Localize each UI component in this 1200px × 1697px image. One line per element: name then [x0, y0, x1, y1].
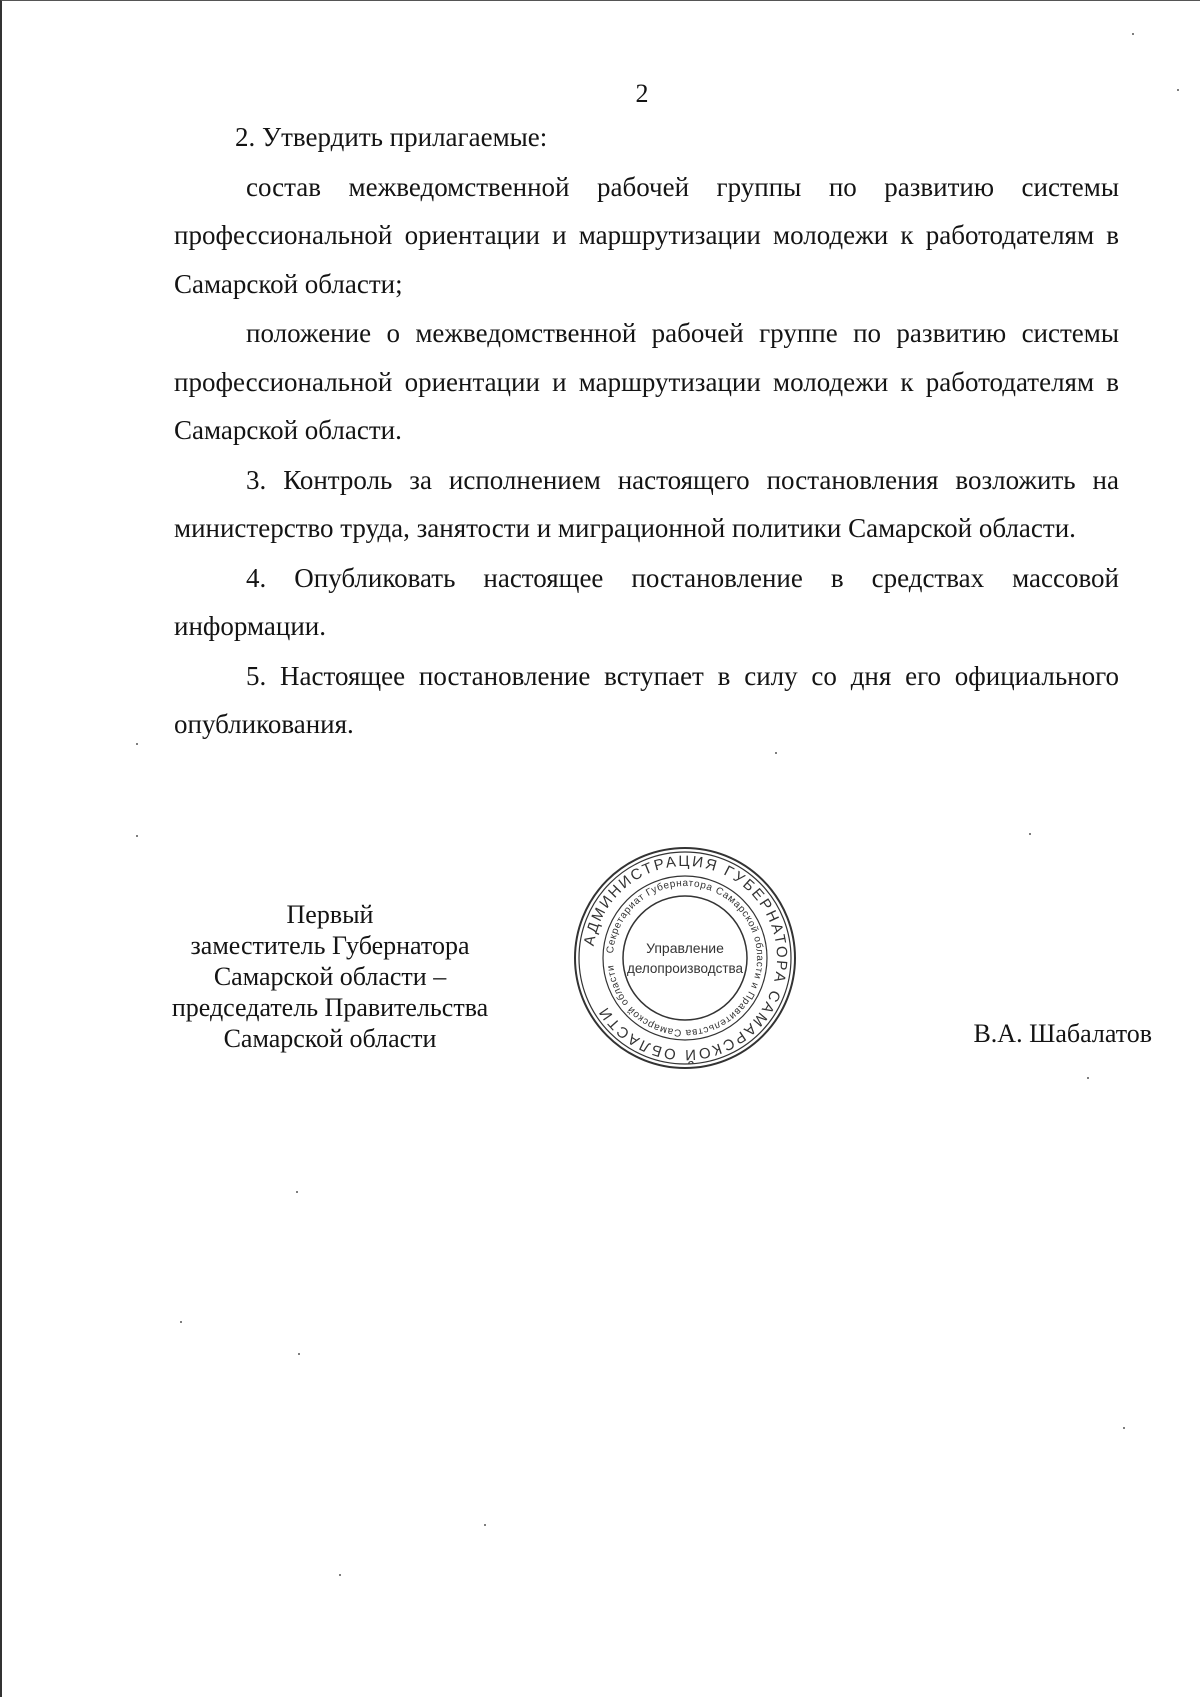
seal-center-line-1: Управление	[646, 940, 724, 956]
paragraph-item-2: 2. Утвердить прилагаемые:	[235, 122, 548, 152]
scan-speck	[1087, 1077, 1089, 1079]
signatory-position-line: Первый	[286, 900, 374, 929]
scan-speck	[1029, 833, 1031, 835]
scan-speck	[1132, 33, 1134, 35]
scan-speck	[484, 1524, 486, 1526]
signatory-position	[150, 899, 510, 1054]
scan-speck	[339, 1574, 341, 1576]
scan-speck	[775, 752, 777, 754]
signatory-name: В.А. Шабалатов	[973, 1019, 1152, 1048]
signatory-position-line: председатель Правительства	[171, 993, 489, 1022]
paragraph-composition: состав межведомственной рабочей группы по развитию системы профессиональной ориентации и маршрутизации молодежи к работодателям в Самарской области;	[174, 171, 1119, 299]
scan-speck	[296, 1191, 298, 1193]
seal-center-line-2: делопроизводства	[626, 961, 744, 976]
signatory-position-line: заместитель Губернатора	[190, 931, 470, 960]
paragraph-item-3: 3. Контроль за исполнением настоящего постановления возложить на министерство труда, занятости и миграционной политики Самарской области.	[174, 464, 1119, 543]
signatory-position-line: Самарской области	[223, 1024, 437, 1053]
scan-speck	[136, 835, 138, 837]
signatory-position-line: Самарской области –	[213, 962, 447, 991]
scan-speck	[298, 1353, 300, 1355]
seal-middle-ring	[603, 876, 767, 1040]
document-body	[174, 113, 1119, 749]
official-seal-stamp	[570, 843, 800, 1073]
scan-speck	[1177, 89, 1179, 91]
page-number: 2	[635, 79, 649, 108]
seal-inner-text-path: Секретариат Губернатора Самарской области и Правительства Самарской области	[605, 877, 766, 1039]
paragraph-regulation: положение о межведомственной рабочей группе по развитию системы профессиональной ориентации и маршрутизации молодежи к работодателям в Самарской области.	[174, 318, 1119, 445]
scan-speck	[180, 1321, 182, 1323]
seal-center-ring	[623, 896, 747, 1020]
seal-inner-ring-text	[605, 878, 765, 1038]
scan-speck	[136, 743, 138, 745]
paragraph-item-5: 5. Настоящее постановление вступает в силу со дня его официального опубликования.	[174, 660, 1119, 739]
scan-speck	[1123, 1427, 1125, 1429]
seal-outer-text-path: АДМИНИСТРАЦИЯ ГУБЕРНАТОРА САМАРСКОЙ ОБЛАСТИ	[580, 852, 791, 1064]
paragraph-item-4: 4. Опубликовать настоящее постановление в средствах массовой информации.	[174, 562, 1119, 641]
